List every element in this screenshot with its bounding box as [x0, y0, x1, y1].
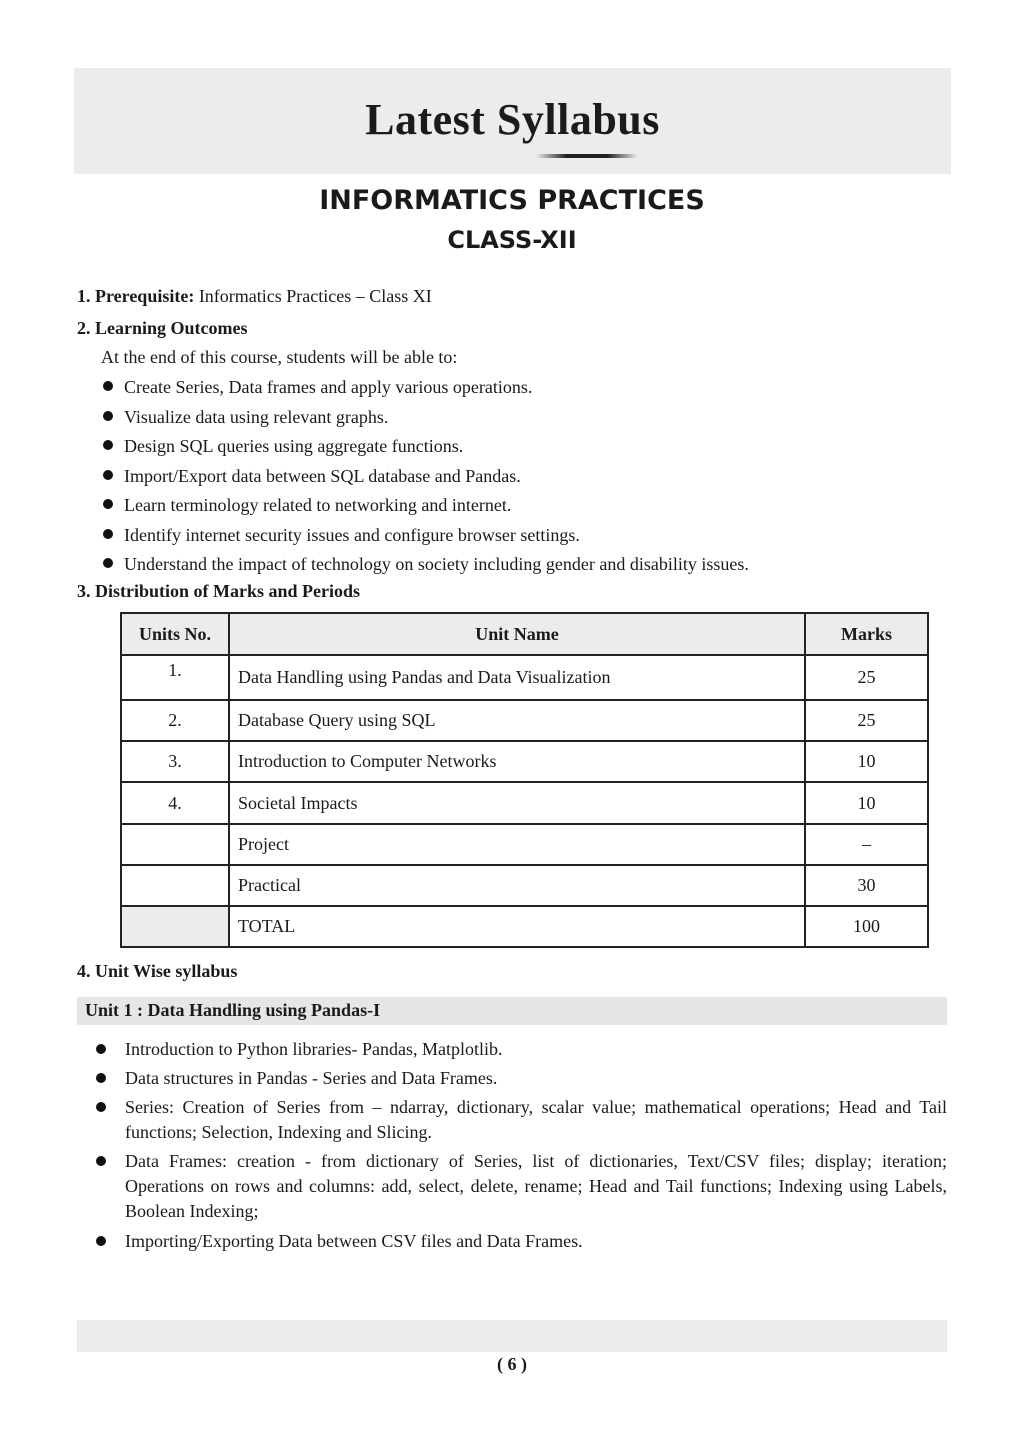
marks-cell: 10 [805, 741, 928, 782]
list-item: Data Frames: creation - from dictionary of Series, list of dictionaries, Text/CSV files; display; iteration; Operations on rows and columns: add, select, delete, rename; Head and Tail functions; Indexing using Labels, Boolean Indexing; [125, 1151, 947, 1221]
list-item: Understand the impact of technology on society including gender and disability issues. [124, 554, 749, 574]
header-units-no: Units No. [121, 613, 229, 655]
learning-outcomes-heading: 2. Learning Outcomes [77, 318, 248, 338]
list-item: Identify internet security issues and configure browser settings. [124, 525, 580, 545]
unit-number-cell: 3. [121, 741, 229, 782]
table-total-row [121, 906, 928, 947]
bullet-icon [96, 1102, 106, 1112]
marks-cell: 30 [805, 865, 928, 906]
marks-cell: – [805, 824, 928, 865]
table-row [121, 655, 928, 700]
header-banner [74, 68, 951, 174]
unit-title-bar [77, 997, 947, 1025]
marks-cell: 10 [805, 782, 928, 823]
prerequisite-text: Informatics Practices – Class XI [198, 286, 432, 306]
unit-name-cell: TOTAL [229, 906, 805, 947]
bullet-icon [103, 411, 113, 421]
bullet-icon [96, 1236, 106, 1246]
list-item: Create Series, Data frames and apply various operations. [124, 377, 533, 397]
unit-number-cell [121, 865, 229, 906]
unit-name-cell: Data Handling using Pandas and Data Visualization [229, 655, 805, 700]
list-item: Design SQL queries using aggregate functions. [124, 436, 464, 456]
header-unit-name: Unit Name [229, 613, 805, 655]
subject-title: INFORMATICS PRACTICES [319, 185, 705, 216]
list-item: Import/Export data between SQL database and Pandas. [124, 466, 521, 486]
unit-number-cell: 2. [121, 700, 229, 741]
list-item: Series: Creation of Series from – ndarray, dictionary, scalar value; mathematical operations; Head and Tail functions; Selection, Indexing and Slicing. [125, 1097, 947, 1142]
unit-number-cell [121, 906, 229, 947]
table-row [121, 782, 928, 823]
footer-bar [77, 1320, 947, 1352]
unit-number-cell: 1. [121, 655, 229, 700]
prerequisite-line [77, 285, 432, 307]
marks-cell: 25 [805, 700, 928, 741]
title-underline [536, 154, 638, 158]
bullet-icon [103, 470, 113, 480]
bullet-icon [103, 558, 113, 568]
marks-cell: 25 [805, 655, 928, 700]
page-title: Latest Syllabus [365, 95, 660, 144]
page-number: ( 6 ) [497, 1354, 527, 1374]
table-header-row [121, 613, 928, 655]
bullet-icon [103, 440, 113, 450]
unit-name-cell: Project [229, 824, 805, 865]
bullet-icon [96, 1156, 106, 1166]
learning-outcomes-intro: At the end of this course, students will be able to: [101, 347, 458, 367]
list-item: Introduction to Python libraries- Pandas, Matplotlib. [125, 1039, 503, 1059]
prerequisite-label: 1. Prerequisite: [77, 286, 195, 306]
class-title: CLASS-XII [447, 226, 577, 254]
bullet-icon [103, 381, 113, 391]
list-item: Visualize data using relevant graphs. [124, 407, 389, 427]
unit-title: Unit 1 : Data Handling using Pandas-I [85, 1000, 381, 1020]
header-marks: Marks [805, 613, 928, 655]
bullet-icon [96, 1044, 106, 1054]
bullet-icon [103, 529, 113, 539]
table-row [121, 824, 928, 865]
unit-name-cell: Database Query using SQL [229, 700, 805, 741]
bullet-icon [103, 499, 113, 509]
unit-name-cell: Practical [229, 865, 805, 906]
marks-distribution-heading: 3. Distribution of Marks and Periods [77, 581, 361, 601]
bullet-icon [96, 1073, 106, 1083]
list-item: Learn terminology related to networking and internet. [124, 495, 512, 515]
marks-cell: 100 [805, 906, 928, 947]
table-row [121, 865, 928, 906]
unit-number-cell [121, 824, 229, 865]
list-item: Importing/Exporting Data between CSV files and Data Frames. [125, 1231, 583, 1251]
table-row [121, 741, 928, 782]
unit-name-cell: Introduction to Computer Networks [229, 741, 805, 782]
marks-table [120, 612, 929, 948]
table-row [121, 700, 928, 741]
list-item: Data structures in Pandas - Series and Data Frames. [125, 1068, 498, 1088]
unit-name-cell: Societal Impacts [229, 782, 805, 823]
unit-wise-heading: 4. Unit Wise syllabus [77, 961, 238, 981]
unit-number-cell: 4. [121, 782, 229, 823]
